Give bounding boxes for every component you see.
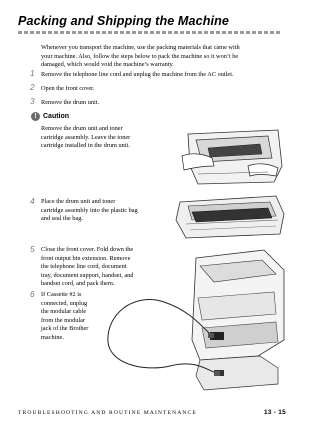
step-line: the modular cable bbox=[41, 308, 87, 316]
step-line: and seal the bag. bbox=[41, 215, 83, 223]
step-line: the telephone line cord, document bbox=[41, 263, 127, 271]
step-3 bbox=[30, 97, 99, 108]
step-line: from the modular bbox=[41, 316, 86, 324]
drum-removal-illustration bbox=[178, 126, 288, 188]
drum-bag-illustration bbox=[172, 190, 290, 242]
step-line: If Cassette #2 is bbox=[41, 291, 82, 298]
caution-line: cartridge installed in the drum unit. bbox=[41, 142, 130, 150]
step-1 bbox=[30, 69, 234, 80]
caution-text bbox=[41, 125, 130, 151]
caution-label: Caution bbox=[43, 112, 70, 120]
step-number: 2 bbox=[30, 82, 35, 92]
intro-line: Whenever you transport the machine, use the packing materials that came with bbox=[41, 44, 240, 51]
step-number: 4 bbox=[30, 196, 35, 206]
step-line: front output bin extension. Remove bbox=[41, 254, 131, 262]
title-divider bbox=[18, 31, 282, 34]
intro-line: your machine. Also, follow the steps below to pack the machine so it won’t be bbox=[41, 52, 239, 60]
step-text: Remove the telephone line cord and unplug the machine from the AC outlet. bbox=[41, 71, 234, 78]
caution-line: cartridge assembly. Leave the toner bbox=[41, 133, 131, 141]
page-footer bbox=[18, 409, 286, 416]
step-number: 1 bbox=[30, 68, 35, 78]
page-number: 13 - 15 bbox=[264, 409, 286, 416]
step-number: 3 bbox=[30, 96, 35, 106]
step-number: 5 bbox=[30, 244, 35, 254]
step-line: tray, document support, handset, and bbox=[41, 271, 134, 279]
caution-icon: ! bbox=[31, 112, 40, 121]
step-6 bbox=[30, 291, 88, 343]
step-number: 6 bbox=[30, 289, 35, 299]
step-line: machine. bbox=[41, 333, 64, 341]
step-line: connected, unplug bbox=[41, 299, 88, 307]
caution-line: Remove the drum unit and toner bbox=[41, 125, 123, 132]
caution-heading bbox=[31, 111, 69, 121]
step-line: Close the front cover. Fold down the bbox=[41, 246, 134, 253]
step-line: handset cord, and pack them. bbox=[41, 280, 115, 288]
step-4 bbox=[30, 198, 138, 224]
page-title: Packing and Shipping the Machine bbox=[18, 14, 230, 28]
step-line: cartridge assembly into the plastic bag bbox=[41, 206, 138, 214]
intro-paragraph bbox=[41, 44, 285, 70]
step-line: Place the drum unit and toner bbox=[41, 198, 116, 205]
step-text: Remove the drum unit. bbox=[41, 99, 100, 106]
step-2 bbox=[30, 83, 95, 94]
chapter-title: TROUBLESHOOTING AND ROUTINE MAINTENANCE bbox=[18, 410, 197, 416]
step-line: jack of the Brother bbox=[41, 325, 89, 333]
step-text: Open the front cover. bbox=[41, 85, 95, 92]
modular-cable-illustration bbox=[104, 244, 290, 402]
intro-line: damaged, which would void the machine’s warranty. bbox=[41, 61, 174, 69]
